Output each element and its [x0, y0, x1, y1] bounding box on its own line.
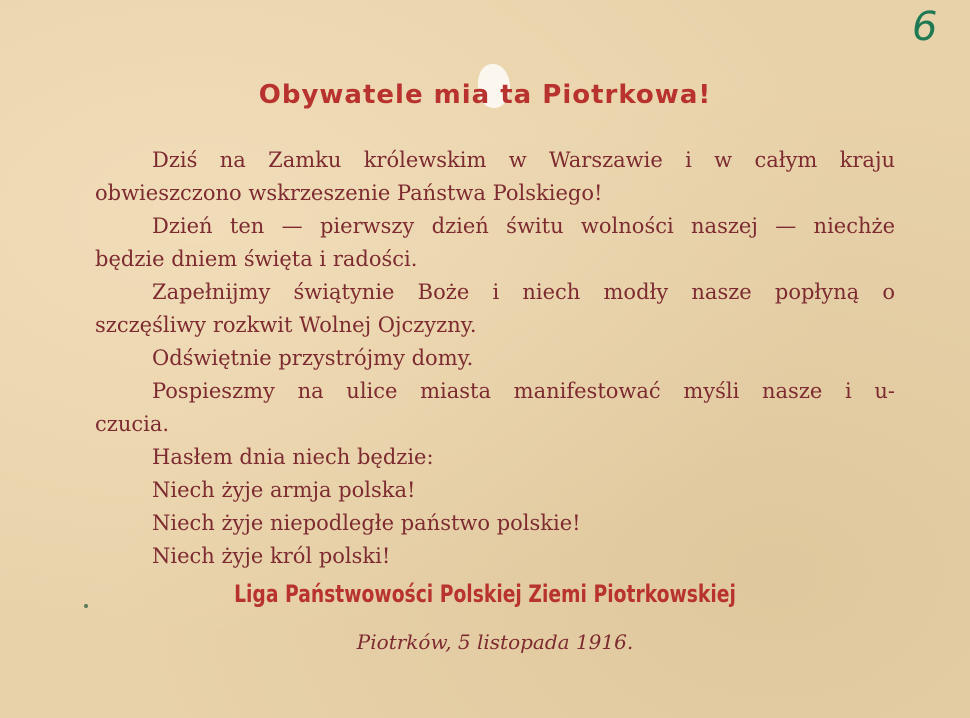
- text-line: Pospieszmy na ulice miasta manifestować myśli nasze i u-: [152, 379, 895, 403]
- page-title: Obywatele mia ta Piotrkowa!: [258, 80, 712, 110]
- text-line: obwieszczono wskrzeszenie Państwa Polskiego!: [95, 181, 603, 205]
- text-line: będzie dniem święta i radości.: [95, 247, 418, 271]
- proclamation-body: [95, 144, 895, 573]
- slogan: [95, 540, 895, 573]
- text-line: Dziś na Zamku królewskim w Warszawie i w całym kraju: [152, 148, 895, 172]
- paragraph: [95, 342, 895, 375]
- text-line: szczęśliwy rozkwit Wolnej Ojczyzny.: [95, 313, 477, 337]
- paragraph: [95, 144, 895, 210]
- text-line: Dzień ten — pierwszy dzień świtu wolności naszej — niechże: [152, 214, 895, 238]
- paragraph: [95, 276, 895, 342]
- text-line: Zapełnijmy świątynie Boże i niech modły nasze popłyną o: [152, 280, 895, 304]
- paragraph: [95, 441, 895, 474]
- paragraph: [95, 210, 895, 276]
- signature-organization: Liga Państwowości Polskiej Ziemi Piotrkowskiej: [234, 580, 736, 608]
- text-line: Odświętnie przystrójmy domy.: [152, 346, 474, 370]
- page-number: 6: [912, 4, 938, 50]
- slogan: [95, 507, 895, 540]
- place-date: Piotrków, 5 listopada 1916.: [356, 630, 634, 654]
- paragraph: [95, 375, 895, 441]
- stain-speck: [84, 604, 88, 608]
- text-line: czucia.: [95, 412, 170, 436]
- slogan: [95, 474, 895, 507]
- text-line: Niech żyje król polski!: [152, 544, 391, 568]
- text-line: Niech żyje niepodległe państwo polskie!: [152, 511, 581, 535]
- text-line: Niech żyje armja polska!: [152, 478, 416, 502]
- text-line: Hasłem dnia niech będzie:: [152, 445, 434, 469]
